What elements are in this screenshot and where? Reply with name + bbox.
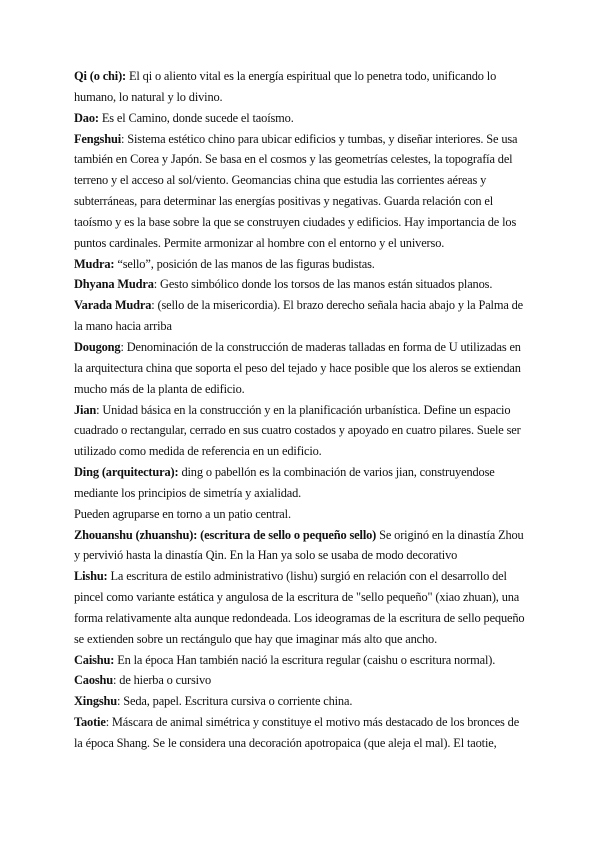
entry-term: Caoshu: [74, 673, 114, 688]
glossary-entry-dao: [74, 108, 526, 129]
entry-text: : Seda, papel. Escritura cursiva o corriente china.: [117, 694, 353, 709]
entry-text: : Denominación de la construcción de maderas talladas en forma de U utilizadas en la arquitectura china que soporta el peso del tejado y hace posible que los aleros se extiendan mucho más de la planta de edificio.: [74, 339, 521, 396]
glossary-entry-dhyana-mudra: [74, 274, 526, 295]
entry-term: Ding (arquitectura):: [74, 465, 179, 480]
entry-term: Fengshui: [74, 131, 122, 146]
entry-text: El qi o aliento vital es la energía espiritual que lo penetra todo, unificando lo humano, lo natural y lo divino.: [74, 69, 497, 104]
glossary-entry-ding: [74, 462, 526, 504]
entry-text: La escritura de estilo administrativo (lishu) surgió en relación con el desarrollo del pincel como variante estática y angulosa de la escritura de "sello pequeño" (xiao zhuan), una forma relativamente alta aunque redondeada. Los ideogramas de la escritura de sello pequeño se extienden sobre un rectángulo que hay que imaginar más alto que ancho.: [74, 569, 525, 646]
glossary-entry-caishu: [74, 650, 526, 671]
glossary-entry-caoshu: [74, 670, 526, 691]
entry-term: Xingshu: [74, 694, 118, 709]
glossary-entry-varada-mudra: [74, 295, 526, 337]
entry-text: Pueden agruparse en torno a un patio central.: [74, 506, 291, 521]
glossary-entry-lishu: [74, 566, 526, 649]
entry-term: Zhouanshu (zhuanshu): (escritura de sello o pequeño sello): [74, 527, 377, 542]
entry-text: Es el Camino, donde sucede el taoísmo.: [98, 110, 294, 125]
entry-term: Qi (o chi):: [74, 69, 127, 83]
entry-term: Jian: [74, 402, 97, 417]
entry-term: Taotie: [74, 715, 106, 730]
entry-text: : Gesto simbólico donde los torsos de las manos están situados planos.: [153, 277, 493, 292]
entry-text: “sello”, posición de las manos de las figuras budistas.: [114, 256, 375, 271]
glossary-entry-fengshui: [74, 129, 526, 254]
entry-term: Lishu:: [74, 569, 108, 584]
entry-text: Se originó en la dinastía Zhou y pervivió hasta la dinastía Qin. En la Han ya solo se usaba de modo decorativo: [74, 527, 524, 563]
entry-text: En la época Han también nació la escritura regular (caishu o escritura normal).: [114, 652, 496, 667]
entry-term: Dougong: [74, 339, 121, 354]
glossary-entry-xingshu: [74, 691, 526, 712]
entry-text: : (sello de la misericordia). El brazo derecho señala hacia abajo y la Palma de la mano hacia arriba: [74, 298, 524, 334]
glossary-entry-taotie: [74, 712, 526, 754]
document-page: [74, 66, 526, 754]
entry-text: : Unidad básica en la construcción y en la planificación urbanística. Define un espacio cuadrado o rectangular, cerrado en sus cuatro costados y apoyado en cuatro pilares. Suele ser utilizado como medida de referencia en un edificio.: [74, 402, 521, 459]
glossary-entry-qi: [74, 66, 526, 108]
glossary-entry-dougong: [74, 337, 526, 400]
entry-text: ding o pabellón es la combinación de varios jian, construyendose mediante los principios de simetría y axialidad.: [74, 465, 495, 500]
paragraph-patio: [74, 504, 526, 525]
entry-term: Varada Mudra: [74, 298, 152, 313]
entry-term: Caishu:: [74, 652, 115, 667]
entry-text: : Sistema estético chino para ubicar edificios y tumbas, y diseñar interiores. Se usa también en Corea y Japón. Se basa en el cosmos y las geometrías celestes, la topografía del terreno y el acceso al sol/viento. Geomancias china que estudia las corrientes aéreas y subterráneas, para determinar las energías positivas y negativas. Guarda relación con el taoísmo y es la base sobre la que se construyen ciudades y edificios. Hay importancia de los puntos cardinales. Permite armonizar al hombre con el entorno y el universo.: [74, 131, 518, 250]
glossary-entry-jian: [74, 400, 526, 463]
entry-term: Mudra:: [74, 256, 115, 271]
entry-term: Dhyana Mudra: [74, 277, 154, 292]
entry-text: : de hierba o cursivo: [113, 673, 212, 688]
entry-text: : Máscara de animal simétrica y constituye el motivo más destacado de los bronces de la época Shang. Se le considera una decoración apotropaica (que aleja el mal). El taotie,: [74, 715, 520, 750]
glossary-entry-mudra: [74, 254, 526, 275]
entry-term: Dao:: [74, 110, 99, 125]
glossary-entry-zhuanshu: [74, 525, 526, 567]
